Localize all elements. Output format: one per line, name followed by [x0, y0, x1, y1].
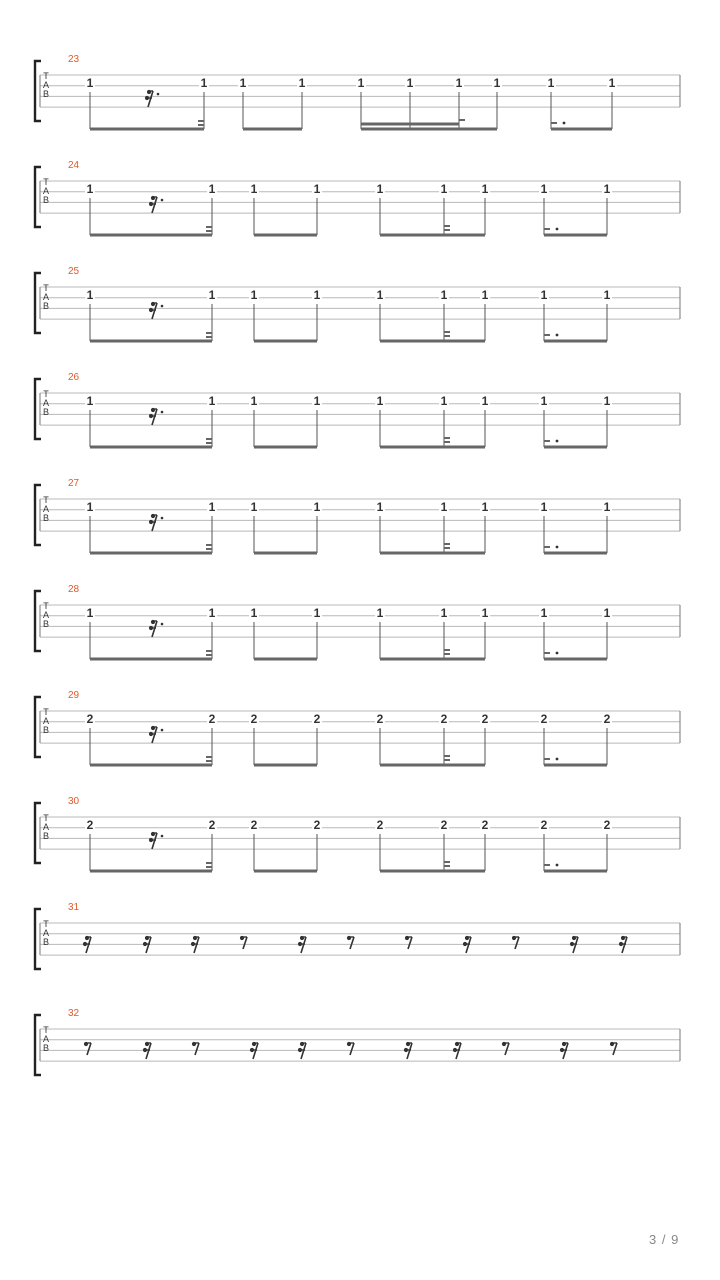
- beam: [90, 446, 212, 449]
- tab-clef-letter: A: [42, 610, 50, 620]
- sixteenth-rest: [149, 302, 163, 319]
- measure-number: 28: [68, 584, 80, 595]
- tab-clef-letter: T: [43, 177, 49, 187]
- eighth-rest: [84, 1042, 91, 1055]
- fret-number: 1: [481, 606, 489, 620]
- measure-number: 29: [68, 690, 80, 701]
- tab-clef-letter: A: [42, 822, 50, 832]
- beam-stub: [544, 228, 550, 230]
- fret-number: 1: [313, 606, 321, 620]
- tab-system: [35, 690, 680, 767]
- beam-stub: [444, 861, 450, 863]
- beam-stub: [544, 652, 550, 654]
- measure-number: 31: [68, 902, 80, 913]
- beam: [380, 870, 485, 873]
- fret-number: 1: [86, 500, 94, 514]
- sixteenth-rest: [250, 1042, 258, 1059]
- tab-clef-letter: B: [42, 619, 50, 629]
- fret-number: 1: [603, 606, 611, 620]
- fret-number: 2: [376, 712, 384, 726]
- tab-clef-letter: B: [42, 89, 50, 99]
- fret-number: 1: [540, 182, 548, 196]
- fret-number: 1: [200, 76, 208, 90]
- fret-number: 1: [313, 500, 321, 514]
- fret-number: 1: [440, 606, 448, 620]
- tab-clef-letter: T: [43, 71, 49, 81]
- beam-stub: [206, 866, 212, 868]
- rest-dot: [161, 835, 164, 838]
- fret-number: 1: [481, 182, 489, 196]
- beam: [380, 340, 485, 343]
- beam: [380, 552, 485, 555]
- tab-clef-letter: T: [43, 813, 49, 823]
- rest-dot: [157, 93, 160, 96]
- fret-number: 1: [603, 500, 611, 514]
- sixteenth-rest: [298, 936, 306, 953]
- eighth-rest: [502, 1042, 509, 1055]
- fret-number: 1: [481, 500, 489, 514]
- eighth-rest: [240, 936, 247, 949]
- tab-system: [35, 54, 680, 131]
- beam-stub: [206, 442, 212, 444]
- tab-clef-letter: B: [42, 937, 50, 947]
- fret-number: 1: [603, 394, 611, 408]
- fret-number: 1: [250, 288, 258, 302]
- note-dot: [556, 228, 559, 231]
- beam-stub: [544, 864, 550, 866]
- tab-system: [35, 266, 680, 343]
- beam-stub: [444, 335, 450, 337]
- fret-number: 1: [313, 394, 321, 408]
- beam: [544, 446, 607, 449]
- fret-number: 2: [481, 818, 489, 832]
- beam: [254, 658, 317, 661]
- beam: [254, 234, 317, 237]
- tab-system: [35, 584, 680, 661]
- beam: [544, 552, 607, 555]
- beam-stub: [444, 225, 450, 227]
- beam: [380, 658, 485, 661]
- measure-number: 23: [68, 54, 80, 65]
- fret-number: 1: [376, 288, 384, 302]
- fret-number: 2: [208, 818, 216, 832]
- beam: [254, 446, 317, 449]
- beam-stub: [206, 230, 212, 232]
- tab-system: [35, 796, 680, 873]
- beam-stub: [544, 440, 550, 442]
- tab-clef-letter: T: [43, 919, 49, 929]
- beam-stub: [444, 755, 450, 757]
- eighth-rest: [405, 936, 412, 949]
- fret-number: 2: [250, 818, 258, 832]
- tab-clef-letter: B: [42, 725, 50, 735]
- measure-number: 25: [68, 266, 80, 277]
- fret-number: 1: [406, 76, 414, 90]
- sixteenth-rest: [149, 196, 163, 213]
- beam: [90, 128, 204, 131]
- rest-dot: [161, 411, 164, 414]
- beam: [544, 764, 607, 767]
- tab-clef-letter: B: [42, 301, 50, 311]
- tab-clef-letter: T: [43, 283, 49, 293]
- tab-clef-letter: T: [43, 1025, 49, 1035]
- fret-number: 1: [455, 76, 463, 90]
- tab-system: [35, 160, 680, 237]
- fret-number: 1: [357, 76, 365, 90]
- fret-number: 1: [540, 606, 548, 620]
- beam-stub: [544, 334, 550, 336]
- fret-number: 1: [208, 606, 216, 620]
- beam-stub: [444, 437, 450, 439]
- rest-dot: [161, 199, 164, 202]
- eighth-rest: [610, 1042, 617, 1055]
- tab-system: [35, 478, 680, 555]
- beam-stub: [551, 122, 557, 124]
- tab-clef-letter: A: [42, 80, 50, 90]
- fret-number: 1: [250, 182, 258, 196]
- beam-stub: [206, 438, 212, 440]
- fret-number: 2: [603, 712, 611, 726]
- note-dot: [556, 864, 559, 867]
- sixteenth-rest: [149, 832, 163, 849]
- fret-number: 1: [481, 288, 489, 302]
- beam: [544, 234, 607, 237]
- sixteenth-rest: [149, 514, 163, 531]
- sixteenth-rest: [149, 620, 163, 637]
- tab-clef-letter: A: [42, 398, 50, 408]
- fret-number: 2: [440, 712, 448, 726]
- fret-number: 1: [376, 606, 384, 620]
- fret-number: 2: [250, 712, 258, 726]
- sixteenth-rest: [404, 1042, 412, 1059]
- fret-number: 1: [250, 500, 258, 514]
- fret-number: 1: [298, 76, 306, 90]
- beam: [361, 123, 459, 126]
- beam-stub: [206, 650, 212, 652]
- beam: [243, 128, 302, 131]
- note-dot: [556, 440, 559, 443]
- note-dot: [556, 758, 559, 761]
- beam-stub: [444, 759, 450, 761]
- fret-number: 1: [86, 76, 94, 90]
- beam: [90, 870, 212, 873]
- sixteenth-rest: [619, 936, 627, 953]
- tab-clef-letter: B: [42, 831, 50, 841]
- fret-number: 2: [603, 818, 611, 832]
- beam: [254, 870, 317, 873]
- beam-stub: [444, 229, 450, 231]
- fret-number: 1: [376, 182, 384, 196]
- measure-number: 27: [68, 478, 80, 489]
- measure-number: 32: [68, 1008, 80, 1019]
- beam-stub: [444, 865, 450, 867]
- fret-number: 1: [376, 500, 384, 514]
- fret-number: 1: [86, 288, 94, 302]
- tab-system: [35, 372, 680, 449]
- beam-stub: [198, 124, 204, 126]
- beam-stub: [206, 332, 212, 334]
- tab-clef-letter: T: [43, 389, 49, 399]
- measure-number: 24: [68, 160, 80, 171]
- beam-stub: [459, 119, 465, 121]
- sixteenth-rest: [570, 936, 578, 953]
- fret-number: 1: [440, 182, 448, 196]
- fret-number: 1: [493, 76, 501, 90]
- fret-number: 1: [540, 500, 548, 514]
- fret-number: 1: [250, 606, 258, 620]
- beam: [254, 552, 317, 555]
- page-number: 3 / 9: [649, 1232, 680, 1247]
- fret-number: 1: [208, 500, 216, 514]
- beam-stub: [544, 758, 550, 760]
- eighth-rest: [192, 1042, 199, 1055]
- beam: [254, 340, 317, 343]
- fret-number: 1: [208, 182, 216, 196]
- fret-number: 1: [376, 394, 384, 408]
- measure-number: 26: [68, 372, 80, 383]
- eighth-rest: [347, 1042, 354, 1055]
- tab-clef-letter: A: [42, 1034, 50, 1044]
- measure-number: 30: [68, 796, 80, 807]
- fret-number: 1: [250, 394, 258, 408]
- beam: [361, 128, 497, 131]
- sixteenth-rest: [149, 726, 163, 743]
- note-dot: [563, 122, 566, 125]
- beam: [380, 446, 485, 449]
- fret-number: 2: [313, 818, 321, 832]
- beam-stub: [206, 226, 212, 228]
- beam: [544, 870, 607, 873]
- beam: [90, 234, 212, 237]
- beam-stub: [444, 653, 450, 655]
- beam: [90, 658, 212, 661]
- beam: [380, 764, 485, 767]
- sixteenth-rest: [191, 936, 199, 953]
- sixteenth-rest: [453, 1042, 461, 1059]
- beam-stub: [206, 548, 212, 550]
- fret-number: 1: [608, 76, 616, 90]
- fret-number: 1: [603, 182, 611, 196]
- beam: [380, 234, 485, 237]
- tab-clef-letter: A: [42, 186, 50, 196]
- fret-number: 1: [540, 288, 548, 302]
- rest-dot: [161, 729, 164, 732]
- rest-dot: [161, 305, 164, 308]
- tab-clef-letter: A: [42, 292, 50, 302]
- beam-stub: [444, 331, 450, 333]
- tab-system: [35, 902, 680, 969]
- fret-number: 1: [540, 394, 548, 408]
- beam: [544, 340, 607, 343]
- fret-number: 1: [313, 182, 321, 196]
- sixteenth-rest: [145, 90, 159, 107]
- fret-number: 1: [86, 394, 94, 408]
- fret-number: 1: [440, 288, 448, 302]
- beam: [90, 552, 212, 555]
- fret-number: 1: [239, 76, 247, 90]
- beam: [90, 340, 212, 343]
- rest-dot: [161, 517, 164, 520]
- fret-number: 1: [603, 288, 611, 302]
- fret-number: 2: [376, 818, 384, 832]
- sixteenth-rest: [463, 936, 471, 953]
- sixteenth-rest: [83, 936, 91, 953]
- beam-stub: [444, 543, 450, 545]
- tab-clef-letter: T: [43, 601, 49, 611]
- beam: [551, 128, 612, 131]
- sixteenth-rest: [298, 1042, 306, 1059]
- fret-number: 2: [440, 818, 448, 832]
- tab-clef-letter: T: [43, 707, 49, 717]
- tab-clef-letter: B: [42, 407, 50, 417]
- fret-number: 2: [86, 712, 94, 726]
- fret-number: 2: [540, 818, 548, 832]
- fret-number: 2: [313, 712, 321, 726]
- sixteenth-rest: [560, 1042, 568, 1059]
- tab-clef-letter: B: [42, 195, 50, 205]
- sixteenth-rest: [143, 1042, 151, 1059]
- note-dot: [556, 334, 559, 337]
- beam-stub: [206, 336, 212, 338]
- fret-number: 1: [440, 394, 448, 408]
- beam: [544, 658, 607, 661]
- eighth-rest: [347, 936, 354, 949]
- beam-stub: [206, 654, 212, 656]
- tab-clef-letter: T: [43, 495, 49, 505]
- beam-stub: [206, 760, 212, 762]
- fret-number: 1: [313, 288, 321, 302]
- beam: [90, 764, 212, 767]
- beam-stub: [444, 649, 450, 651]
- beam-stub: [544, 546, 550, 548]
- rest-dot: [161, 623, 164, 626]
- tab-clef-letter: A: [42, 716, 50, 726]
- tab-clef-letter: B: [42, 513, 50, 523]
- fret-number: 2: [481, 712, 489, 726]
- fret-number: 1: [208, 394, 216, 408]
- tab-clef-letter: A: [42, 504, 50, 514]
- note-dot: [556, 652, 559, 655]
- beam-stub: [206, 544, 212, 546]
- sixteenth-rest: [143, 936, 151, 953]
- eighth-rest: [512, 936, 519, 949]
- fret-number: 1: [208, 288, 216, 302]
- fret-number: 1: [481, 394, 489, 408]
- sixteenth-rest: [149, 408, 163, 425]
- beam-stub: [206, 862, 212, 864]
- beam: [254, 764, 317, 767]
- fret-number: 2: [540, 712, 548, 726]
- tab-clef-letter: B: [42, 1043, 50, 1053]
- beam-stub: [198, 120, 204, 122]
- beam-stub: [444, 547, 450, 549]
- beam-stub: [444, 441, 450, 443]
- fret-number: 1: [86, 606, 94, 620]
- fret-number: 1: [440, 500, 448, 514]
- tab-clef-letter: A: [42, 928, 50, 938]
- fret-number: 2: [208, 712, 216, 726]
- tab-system: [35, 1008, 680, 1075]
- beam-stub: [206, 756, 212, 758]
- note-dot: [556, 546, 559, 549]
- fret-number: 2: [86, 818, 94, 832]
- fret-number: 1: [547, 76, 555, 90]
- fret-number: 1: [86, 182, 94, 196]
